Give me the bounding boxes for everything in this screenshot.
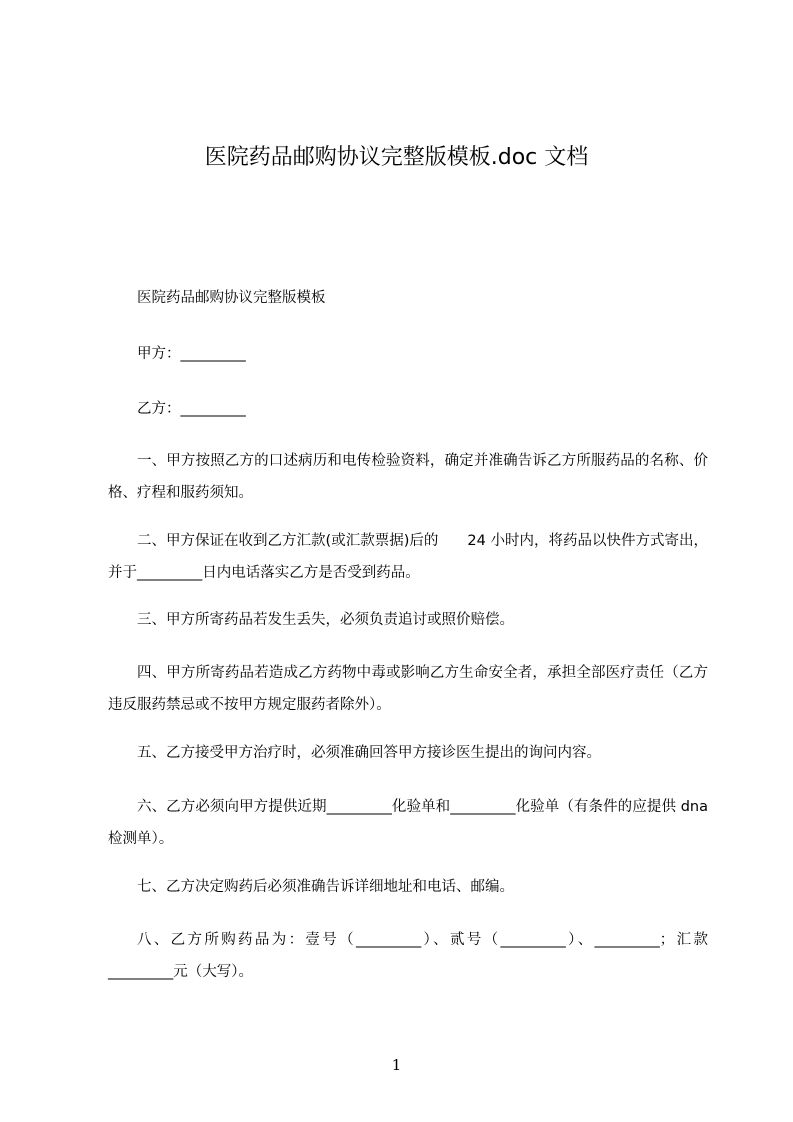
page-number: 1 bbox=[391, 1056, 402, 1074]
clause-1: 一、甲方按照乙方的口述病历和电传检验资料，确定并准确告诉乙方所服药品的名称、价格、疗程和服药须知。 bbox=[108, 453, 708, 501]
clause-2: 二、甲方保证在收到乙方汇款(或汇款票据)后的 24 小时内，将药品以快件方式寄出，并于_________日内电话落实乙方是否受到药品。 bbox=[108, 533, 708, 581]
clause-3: 三、甲方所寄药品若发生丢失，必须负责追讨或照价赔偿。 bbox=[137, 612, 514, 628]
clause-7: 七、乙方决定购药后必须准确告诉详细地址和电话、邮编。 bbox=[137, 879, 514, 895]
doc-subtitle: 医院药品邮购协议完整版模板 bbox=[137, 290, 326, 306]
party-b-line: 乙方：_________ bbox=[137, 401, 246, 417]
clause-5: 五、乙方接受甲方治疗时，必须准确回答甲方接诊医生提出的询问内容。 bbox=[137, 745, 601, 761]
party-a-line: 甲方：_________ bbox=[137, 346, 246, 362]
clause-6: 六、乙方必须向甲方提供近期_________化验单和_________化验单（有条件的应提供 dna 检测单）。 bbox=[108, 799, 708, 847]
page-title: 医院药品邮购协议完整版模板.doc 文档 bbox=[204, 145, 589, 170]
clause-8: 八、乙方所购药品为：壹号（_________）、贰号（_________）、_________；汇款_________元（大写）。 bbox=[108, 932, 708, 980]
clause-4: 四、甲方所寄药品若造成乙方药物中毒或影响乙方生命安全者，承担全部医疗责任（乙方违反服药禁忌或不按甲方规定服药者除外）。 bbox=[108, 665, 708, 713]
